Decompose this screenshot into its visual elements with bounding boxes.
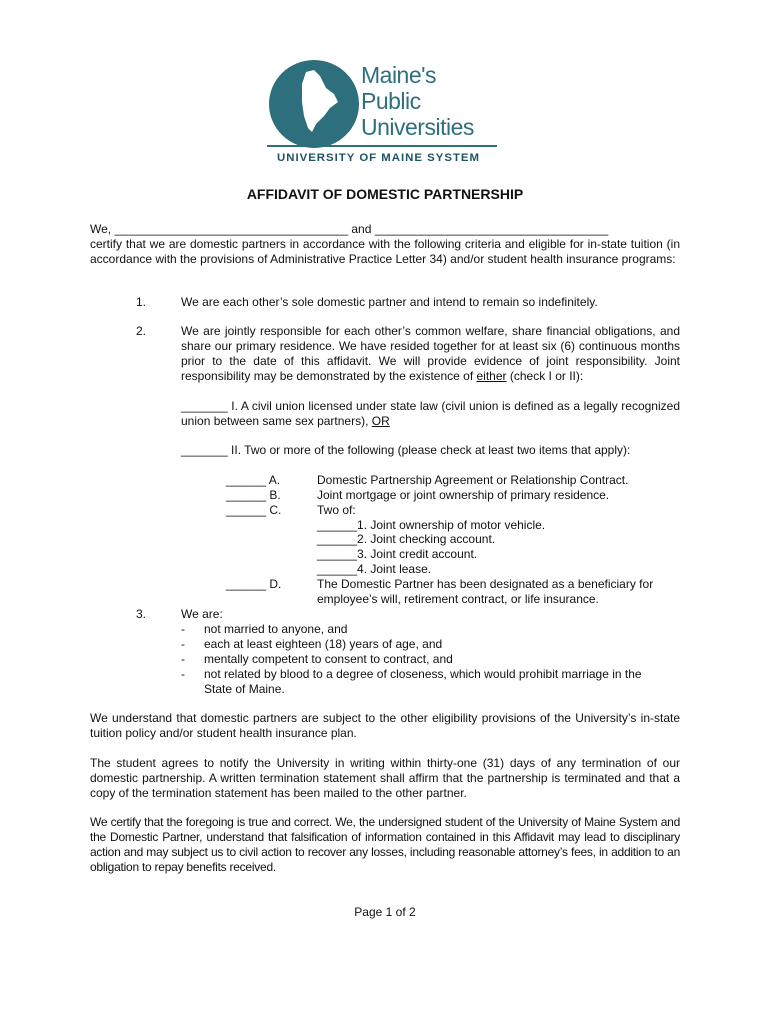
maine-map-emblem-icon <box>268 58 364 150</box>
sub-c-blank: ______ C. <box>226 503 282 517</box>
two-of-item-3: ______3. Joint credit account. <box>317 547 478 561</box>
two-of-item-1: ______1. Joint ownership of motor vehicle. <box>317 518 546 532</box>
logo-line-3: Universities <box>361 114 474 140</box>
item-3-number: 3. <box>136 607 147 621</box>
bullet-item: mentally competent to consent to contract, and <box>204 652 453 666</box>
eligibility-paragraph: We understand that domestic partners are subject to the other eligibility provisions of the University’s in-state tuition policy and/or student health insurance plan. <box>90 711 680 740</box>
bullet-item: not married to anyone, and <box>204 622 348 636</box>
option-1-civil-union: _______ I. A civil union licensed under state law (civil union is defined as a legally recognized union between same sex partners), OR <box>181 399 680 428</box>
termination-paragraph: The student agrees to notify the University in writing within thirty-one (31) days of any termination of our domestic partnership. A written termination statement shall affirm that the partnership is terminated and that a copy of the termination statement has been mailed to the other partner. <box>90 756 680 800</box>
sub-b-blank: ______ B. <box>226 488 281 502</box>
bullet-dash: - <box>181 667 185 681</box>
either-emphasis: either <box>476 369 507 383</box>
document-title: AFFIDAVIT OF DOMESTIC PARTNERSHIP <box>246 186 524 202</box>
sub-d-blank: ______ D. <box>226 577 282 591</box>
logo-divider <box>267 145 497 147</box>
bullet-item: not related by blood to a degree of closeness, which would prohibit marriage in the <box>204 667 642 681</box>
item-1-number: 1. <box>136 295 147 309</box>
two-of-item-4: ______4. Joint lease. <box>317 562 432 576</box>
logo-line-2: Public <box>361 88 421 114</box>
bullet-dash: - <box>181 622 185 636</box>
certification-paragraph: We certify that the foregoing is true and correct. We, the undersigned student of the University of Maine System and the Domestic Partner, understand that falsification of information contained in this Affidavit may lead to disciplinary action and may subject us to civil action to recover any losses, including reasonable attorney’s fees, in addition to an obligation to repay benefits received. <box>90 815 680 874</box>
bullet-dash: - <box>181 637 185 651</box>
sub-a-blank: ______ A. <box>226 473 281 487</box>
sub-b-text: Joint mortgage or joint ownership of primary residence. <box>317 488 610 502</box>
intro-paragraph: certify that we are domestic partners in accordance with the following criteria and eligible for in-state tuition (in accordance with the provisions of Administrative Practice Letter 34) and/or student health insurance programs: <box>90 237 680 266</box>
bullet-item: each at least eighteen (18) years of age, and <box>204 637 443 651</box>
item-1-text: We are each other’s sole domestic partner and intend to remain so indefinitely. <box>181 295 598 309</box>
two-of-item-2: ______2. Joint checking account. <box>317 532 496 546</box>
option-2-two-or-more: _______ II. Two or more of the following (please check at least two items that apply): <box>181 443 631 457</box>
sub-c-text: Two of: <box>317 503 356 517</box>
sub-d-text-line-1: The Domestic Partner has been designated as a beneficiary for <box>317 577 654 591</box>
logo-line-1: Maine's <box>361 62 437 88</box>
or-emphasis: OR <box>371 414 390 428</box>
logo-system-name: UNIVERSITY OF MAINE SYSTEM <box>277 152 480 164</box>
bullet-item-continuation: State of Maine. <box>204 682 285 696</box>
sub-a-text: Domestic Partnership Agreement or Relationship Contract. <box>317 473 629 487</box>
bullet-dash: - <box>181 652 185 666</box>
sub-d-text-line-2: employee’s will, retirement contract, or life insurance. <box>317 592 599 606</box>
item-2-text: We are jointly responsible for each other’s common welfare, share financial obligations, and share our primary residence. We have resided together for at least six (6) continuous months prior to the date of this affidavit. We will provide evidence of joint responsibility. Joint responsibility may be demonstrated by the existence of either (check I or II): <box>181 324 680 383</box>
item-3-lead: We are: <box>181 607 223 621</box>
partner-names-line: We, ___________________________________ and ___________________________________ <box>90 222 609 236</box>
item-2-number: 2. <box>136 324 147 338</box>
page-number: Page 1 of 2 <box>354 905 416 919</box>
